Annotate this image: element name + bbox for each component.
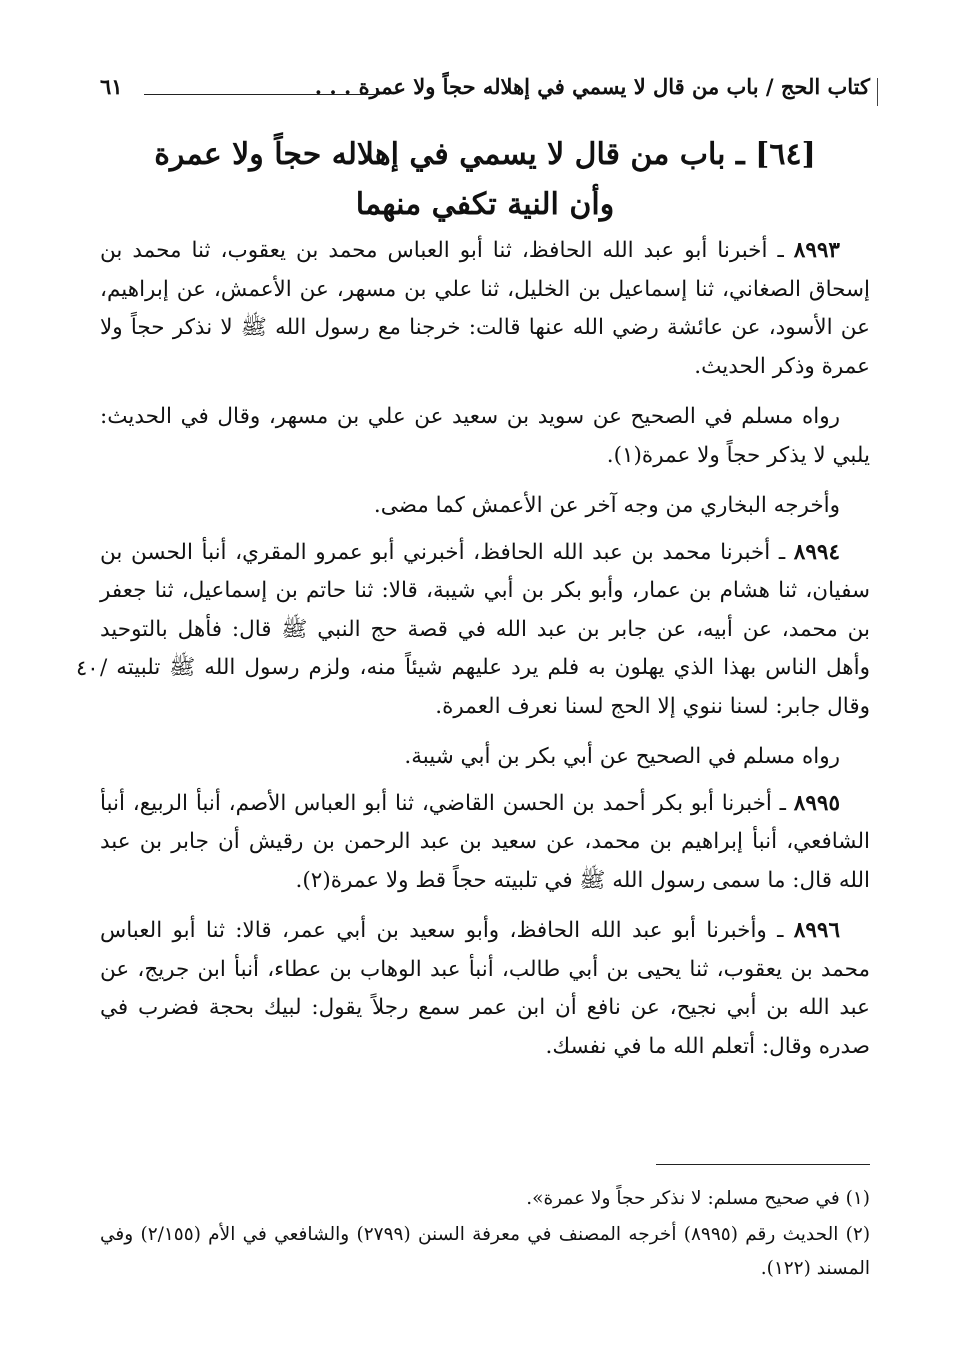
header-margin-tick	[877, 78, 878, 106]
footnote-text: الحديث رقم (٨٩٩٥) أخرجه المصنف في معرفة السنن (٢٧٩٩) والشافعي في الأم (٢/١٥٥) وفي المسند (١٢٢).	[100, 1224, 870, 1279]
chapter-heading	[100, 130, 870, 230]
paragraph-text: ـ أخبرنا أبو عبد الله الحافظ، ثنا أبو العباس محمد بن يعقوب، ثنا محمد بن إسحاق الصغاني، ثنا إسماعيل بن الخليل، ثنا علي بن مسهر، عن الأعمش، عن إبراهيم، عن الأسود، عن عائشة رضي الله عنها قالت: خرجنا مع رسول الله ﷺ لا نذكر حجاً ولا عمرة وذكر الحديث.	[100, 238, 870, 379]
running-header	[100, 70, 870, 110]
paragraph-text: ـ أخبرنا أبو بكر أحمد بن الحسن القاضي، ثنا أبو العباس الأصم، أنبأ الربيع، أنبأ الشافعي، أنبأ إبراهيم بن محمد، عن سعيد بن عبد الرحمن بن رقيش أن جابر بن عبد الله قال: ما سمى رسول الله ﷺ في تلبيته حجاً قط ولا عمرة(٢).	[100, 790, 870, 893]
hadith-number: ٨٩٩٣	[793, 238, 840, 263]
paragraph-text: وأخرجه البخاري من وجه آخر عن الأعمش كما مضى.	[373, 493, 840, 518]
paragraph-text: رواه مسلم في الصحيح عن أبي بكر بن أبي شيبة.	[404, 744, 840, 769]
page-number: ٦١	[100, 74, 123, 99]
commentary-paragraph	[100, 398, 870, 475]
paragraph-text: رواه مسلم في الصحيح عن سويد بن سعيد عن علي بن مسهر، وقال في الحديث: يلبي لا يذكر حجاً ولا عمرة(١).	[100, 404, 870, 468]
footnote-marker: (١)	[845, 1188, 870, 1209]
footnote-rule	[656, 1164, 870, 1165]
footnote	[100, 1218, 870, 1286]
footnote-marker: (٢)	[845, 1224, 871, 1245]
footnote-text: في صحيح مسلم: لا نذكر حجاً ولا عمرة».	[526, 1188, 840, 1209]
paragraph-text: ـ أخبرنا محمد بن عبد الله الحافظ، أخبرني أبو عمرو المقري، أنبأ الحسن بن سفيان، ثنا هشام بن عمار، وأبو بكر بن أبي شيبة، قالا: ثنا حاتم بن إسماعيل، ثنا جعفر بن محمد، عن أبيه، عن جابر بن عبد الله في قصة حج النبي ﷺ قال: فأهل بالتوحيد وأهل الناس بهذا الذي يهلون به فلم يرد عليهم شيئاً منه، ولزم رسول الله ﷺ تلبيته / وقال جابر: لسنا ننوي إلا الحج لسنا نعرف العمرة.	[100, 539, 870, 719]
commentary-paragraph	[100, 487, 870, 526]
chapter-heading-line-1: [٦٤] ـ باب من قال لا يسمي في إهلاله حجاً ولا عمرة	[154, 137, 816, 172]
chapter-heading-line-2: وأن النية تكفي منهما	[355, 187, 615, 222]
footnote	[100, 1182, 870, 1216]
commentary-paragraph	[100, 738, 870, 777]
running-title: كتاب الحج / باب من قال لا يسمي في إهلاله حجاً ولا عمرة . . .	[314, 74, 870, 99]
hadith-paragraph	[100, 785, 870, 901]
body-text	[100, 232, 870, 1078]
hadith-number: ٨٩٩٦	[793, 918, 840, 943]
hadith-paragraph	[100, 912, 870, 1066]
paragraph-text: ـ وأخبرنا أبو عبد الله الحافظ، وأبو سعيد بن أبي عمر، قالا: ثنا أبو العباس محمد بن يعقوب، ثنا يحيى بن أبي طالب، أنبأ عبد الوهاب بن عطاء، أنبأ ابن جريج، عن عبد الله بن أبي نجيح، عن نافع أن ابن عمر سمع رجلاً يقول: لبيك بحجة فضرب في صدره وقال: أتعلم الله ما في نفسك.	[100, 918, 870, 1059]
header-rule	[144, 94, 380, 95]
hadith-number: ٨٩٩٤	[793, 539, 840, 565]
margin-page-reference: ٤٠	[76, 656, 99, 680]
footnotes	[100, 1182, 870, 1288]
hadith-paragraph	[100, 534, 870, 727]
hadith-number: ٨٩٩٥	[793, 790, 840, 816]
hadith-paragraph	[100, 232, 870, 386]
